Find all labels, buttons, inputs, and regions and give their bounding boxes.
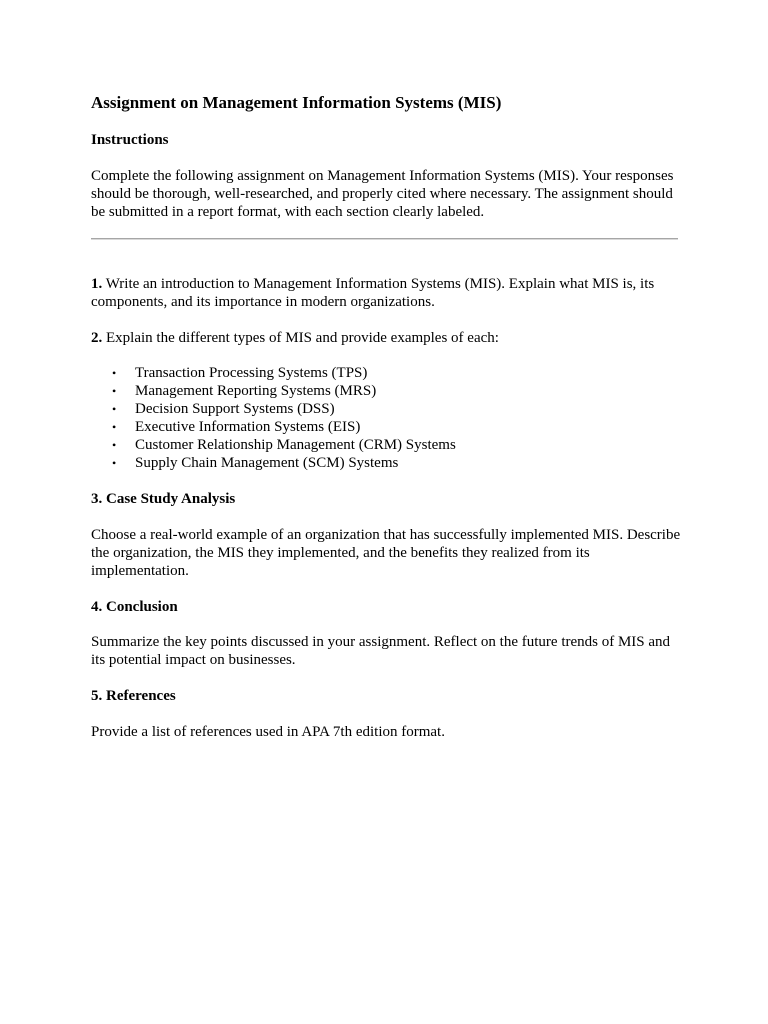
list-item bbox=[91, 418, 456, 436]
bullet-icon: • bbox=[112, 420, 117, 434]
bullet-icon: • bbox=[112, 402, 117, 416]
question-1 bbox=[91, 275, 681, 311]
question-1-text: Write an introduction to Management Information Systems (MIS). Explain what MIS is, its components, and its importance in modern organizations. bbox=[91, 276, 655, 310]
list-item-text: Customer Relationship Management (CRM) Systems bbox=[135, 437, 456, 453]
list-item bbox=[91, 400, 456, 418]
horizontal-divider bbox=[91, 238, 678, 240]
case-study-heading: 3. Case Study Analysis bbox=[91, 491, 236, 507]
question-1-number: 1. bbox=[91, 276, 103, 292]
question-2-number: 2. bbox=[91, 330, 103, 346]
list-item-text: Supply Chain Management (SCM) Systems bbox=[135, 455, 399, 471]
bullet-icon: • bbox=[112, 456, 117, 470]
list-item bbox=[91, 454, 456, 472]
bullet-icon: • bbox=[112, 438, 117, 452]
list-item-text: Decision Support Systems (DSS) bbox=[135, 401, 335, 417]
references-heading: 5. References bbox=[91, 688, 176, 704]
conclusion-heading: 4. Conclusion bbox=[91, 599, 178, 615]
list-item bbox=[91, 364, 456, 382]
question-2 bbox=[91, 329, 681, 347]
references-paragraph: Provide a list of references used in APA 7th edition format. bbox=[91, 724, 445, 740]
case-study-paragraph: Choose a real-world example of an organization that has successfully implemented MIS. Describe the organization, the MIS they implemented, and the benefits they realized from its implementation. bbox=[91, 527, 681, 579]
list-item-text: Management Reporting Systems (MRS) bbox=[135, 383, 377, 399]
list-item bbox=[91, 382, 456, 400]
list-item-text: Transaction Processing Systems (TPS) bbox=[135, 365, 368, 381]
bullet-icon: • bbox=[112, 384, 117, 398]
conclusion-paragraph: Summarize the key points discussed in your assignment. Reflect on the future trends of MIS and its potential impact on businesses. bbox=[91, 634, 671, 668]
list-item bbox=[91, 436, 456, 454]
instructions-paragraph: Complete the following assignment on Management Information Systems (MIS). Your responses should be thorough, well-researched, and properly cited where necessary. The assignment should be submitted in a report format, with each section clearly labeled. bbox=[91, 168, 674, 220]
list-item-text: Executive Information Systems (EIS) bbox=[135, 419, 361, 435]
bullet-icon: • bbox=[112, 366, 117, 380]
document-title: Assignment on Management Information Systems (MIS) bbox=[91, 93, 502, 112]
mis-types-list bbox=[91, 364, 456, 472]
question-2-text: Explain the different types of MIS and provide examples of each: bbox=[102, 330, 499, 346]
instructions-heading: Instructions bbox=[91, 132, 169, 148]
